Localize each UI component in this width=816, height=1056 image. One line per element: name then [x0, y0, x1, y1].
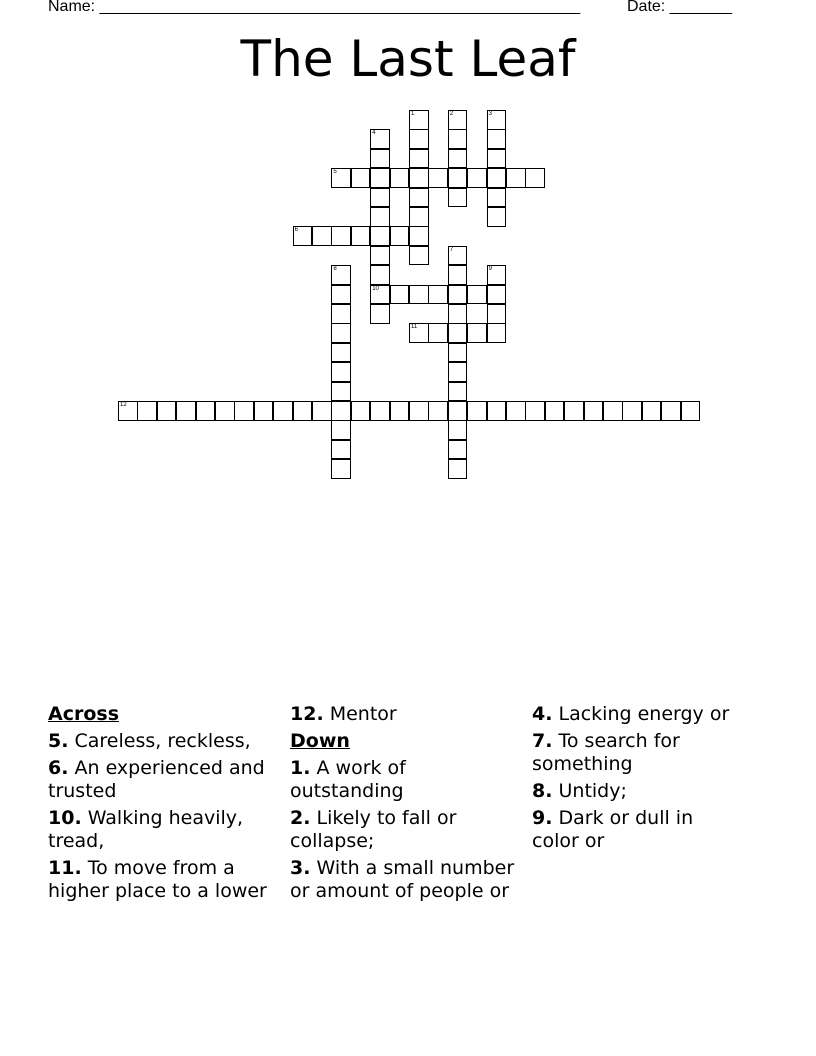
clue-number: 2.: [290, 807, 311, 829]
grid-cell[interactable]: [351, 168, 371, 188]
grid-cell[interactable]: [467, 323, 487, 343]
grid-cell[interactable]: [487, 129, 507, 149]
clue-text: Likely to fall or collapse;: [290, 807, 457, 852]
clue-number-label: 6: [294, 227, 298, 234]
grid-cell[interactable]: [487, 285, 507, 305]
clue-number-label: 7: [449, 246, 454, 253]
grid-cell[interactable]: [409, 129, 429, 149]
clue-text: Dark or dull in color or: [532, 807, 694, 852]
clue-number-label: 5: [333, 169, 337, 176]
grid-cell[interactable]: [448, 129, 468, 149]
grid-cell[interactable]: [428, 168, 448, 188]
grid-cell[interactable]: [448, 285, 468, 305]
grid-cell[interactable]: [467, 285, 487, 305]
grid-cell[interactable]: [525, 168, 545, 188]
grid-cell[interactable]: [428, 323, 448, 343]
clue-text: To search for something: [532, 730, 680, 775]
grid-cell[interactable]: [428, 285, 448, 305]
grid-cell[interactable]: [370, 246, 390, 266]
clue-across-5: [48, 730, 273, 753]
grid-cell[interactable]: [448, 420, 468, 440]
grid-cell[interactable]: [370, 129, 390, 149]
grid-cell[interactable]: [370, 265, 390, 285]
grid-cell[interactable]: [351, 226, 371, 246]
grid-cell[interactable]: [331, 265, 351, 285]
grid-cell[interactable]: [370, 285, 390, 305]
grid-cell[interactable]: [331, 401, 351, 421]
date-field-label: Date: _______: [627, 0, 732, 15]
grid-cell[interactable]: [370, 168, 390, 188]
grid-cell[interactable]: [525, 401, 545, 421]
grid-cell[interactable]: [409, 110, 429, 130]
grid-cell[interactable]: [409, 168, 429, 188]
grid-cell[interactable]: [409, 207, 429, 227]
grid-cell[interactable]: [176, 401, 196, 421]
grid-cell[interactable]: [370, 401, 390, 421]
grid-cell[interactable]: [642, 401, 662, 421]
grid-cell[interactable]: [331, 382, 351, 402]
grid-cell[interactable]: [370, 304, 390, 324]
grid-cell[interactable]: [487, 323, 507, 343]
grid-cell[interactable]: [137, 401, 157, 421]
clues-column-3: [532, 703, 732, 857]
clue-number: 1.: [290, 757, 311, 779]
clue-across-10: [48, 807, 273, 853]
grid-cell[interactable]: [409, 285, 429, 305]
grid-cell[interactable]: [506, 168, 526, 188]
clue-across-12: [290, 703, 520, 726]
grid-cell[interactable]: [409, 401, 429, 421]
clues-column-2: [290, 703, 520, 907]
grid-cell[interactable]: [487, 304, 507, 324]
clue-text: Lacking energy or: [558, 703, 730, 725]
grid-cell[interactable]: [293, 226, 313, 246]
grid-cell[interactable]: [448, 149, 468, 169]
grid-cell[interactable]: [506, 401, 526, 421]
grid-cell[interactable]: [487, 149, 507, 169]
clues-column-1: [48, 703, 273, 907]
grid-cell[interactable]: [487, 188, 507, 208]
clue-number-label: 11: [411, 324, 418, 331]
grid-cell[interactable]: [448, 382, 468, 402]
grid-cell[interactable]: [390, 285, 410, 305]
clue-number: 12.: [290, 703, 324, 725]
clue-number-label: 9: [488, 266, 492, 273]
clue-text: Mentor: [329, 703, 397, 725]
grid-cell[interactable]: [331, 362, 351, 382]
grid-cell[interactable]: [331, 420, 351, 440]
grid-cell[interactable]: [487, 168, 507, 188]
clue-number-label: 2: [449, 111, 454, 117]
clue-number: 6.: [48, 757, 69, 779]
grid-cell[interactable]: [331, 440, 351, 460]
grid-cell[interactable]: [370, 226, 390, 246]
grid-cell[interactable]: [118, 401, 138, 421]
clue-number: 9.: [532, 807, 553, 829]
clue-down-1: [290, 757, 520, 803]
grid-cell[interactable]: [448, 440, 468, 460]
clue-number-label: 1: [411, 111, 415, 117]
grid-cell[interactable]: [448, 168, 468, 188]
grid-cell[interactable]: [234, 401, 254, 421]
name-field-label: Name: ______________________________________________________: [48, 0, 581, 15]
grid-cell[interactable]: [390, 226, 410, 246]
clue-number: 8.: [532, 780, 553, 802]
grid-cell[interactable]: [331, 459, 351, 479]
down-heading: Down: [290, 730, 350, 752]
clue-number-label: 8: [333, 266, 337, 273]
grid-cell[interactable]: [409, 149, 429, 169]
grid-cell[interactable]: [448, 343, 468, 363]
grid-cell[interactable]: [390, 401, 410, 421]
clue-down-2: [290, 807, 520, 853]
grid-cell[interactable]: [351, 401, 371, 421]
grid-cell[interactable]: [448, 401, 468, 421]
clue-down-3: [290, 857, 520, 903]
grid-cell[interactable]: [545, 401, 565, 421]
grid-cell[interactable]: [370, 207, 390, 227]
grid-cell[interactable]: [312, 401, 332, 421]
grid-cell[interactable]: [448, 362, 468, 382]
grid-cell[interactable]: [564, 401, 584, 421]
grid-cell[interactable]: [467, 168, 487, 188]
clue-text: Untidy;: [558, 780, 627, 802]
clue-number: 10.: [48, 807, 82, 829]
grid-cell[interactable]: [409, 323, 429, 343]
grid-cell[interactable]: [448, 323, 468, 343]
grid-cell[interactable]: [448, 246, 468, 266]
clue-across-6: [48, 757, 273, 803]
across-heading: Across: [48, 703, 120, 725]
clue-down-9: [532, 807, 732, 853]
grid-cell[interactable]: [603, 401, 623, 421]
grid-cell[interactable]: [448, 459, 468, 479]
clue-text: An experienced and trusted: [48, 757, 265, 802]
grid-cell[interactable]: [622, 401, 642, 421]
clue-down-8: [532, 780, 732, 803]
grid-cell[interactable]: [370, 149, 390, 169]
grid-cell[interactable]: [661, 401, 681, 421]
grid-cell[interactable]: [487, 401, 507, 421]
grid-cell[interactable]: [331, 168, 351, 188]
clue-number-label: 3: [488, 111, 492, 117]
clue-number: 7.: [532, 730, 553, 752]
grid-cell[interactable]: [331, 226, 351, 246]
clue-text: Careless, reckless,: [74, 730, 251, 752]
clue-number: 5.: [48, 730, 69, 752]
grid-cell[interactable]: [312, 226, 332, 246]
grid-cell[interactable]: [428, 401, 448, 421]
grid-cell[interactable]: [681, 401, 701, 421]
grid-cell[interactable]: [293, 401, 313, 421]
grid-cell[interactable]: [331, 285, 351, 305]
grid-cell[interactable]: [331, 323, 351, 343]
grid-cell[interactable]: [448, 188, 468, 208]
grid-cell[interactable]: [487, 207, 507, 227]
clue-text: Walking heavily, tread,: [48, 807, 244, 852]
grid-cell[interactable]: [370, 188, 390, 208]
grid-cell[interactable]: [448, 265, 468, 285]
clue-across-11: [48, 857, 273, 903]
grid-cell[interactable]: [273, 401, 293, 421]
grid-cell[interactable]: [467, 401, 487, 421]
grid-cell[interactable]: [409, 188, 429, 208]
grid-cell[interactable]: [331, 304, 351, 324]
grid-cell[interactable]: [390, 168, 410, 188]
clue-down-4: [532, 703, 732, 726]
clue-number-label: 10: [372, 285, 379, 292]
clue-number-label: 4: [372, 130, 376, 137]
grid-cell[interactable]: [584, 401, 604, 421]
clue-number-label: 12: [120, 402, 127, 408]
grid-cell[interactable]: [215, 401, 235, 421]
grid-cell[interactable]: [331, 343, 351, 363]
grid-cell[interactable]: [448, 304, 468, 324]
clue-text: To move from a higher place to a lower: [48, 857, 267, 902]
grid-cell[interactable]: [487, 265, 507, 285]
grid-cell[interactable]: [196, 401, 216, 421]
clue-number: 11.: [48, 857, 82, 879]
grid-cell[interactable]: [409, 246, 429, 266]
page-title: The Last Leaf: [240, 30, 576, 88]
clue-down-7: [532, 730, 732, 776]
clue-text: With a small number or amount of people or: [290, 857, 515, 902]
grid-cell[interactable]: [157, 401, 177, 421]
clue-number: 4.: [532, 703, 553, 725]
grid-cell[interactable]: [254, 401, 274, 421]
grid-cell[interactable]: [409, 226, 429, 246]
grid-cell[interactable]: [448, 110, 468, 130]
clue-number: 3.: [290, 857, 311, 879]
clue-text: A work of outstanding: [290, 757, 406, 802]
grid-cell[interactable]: [487, 110, 507, 130]
